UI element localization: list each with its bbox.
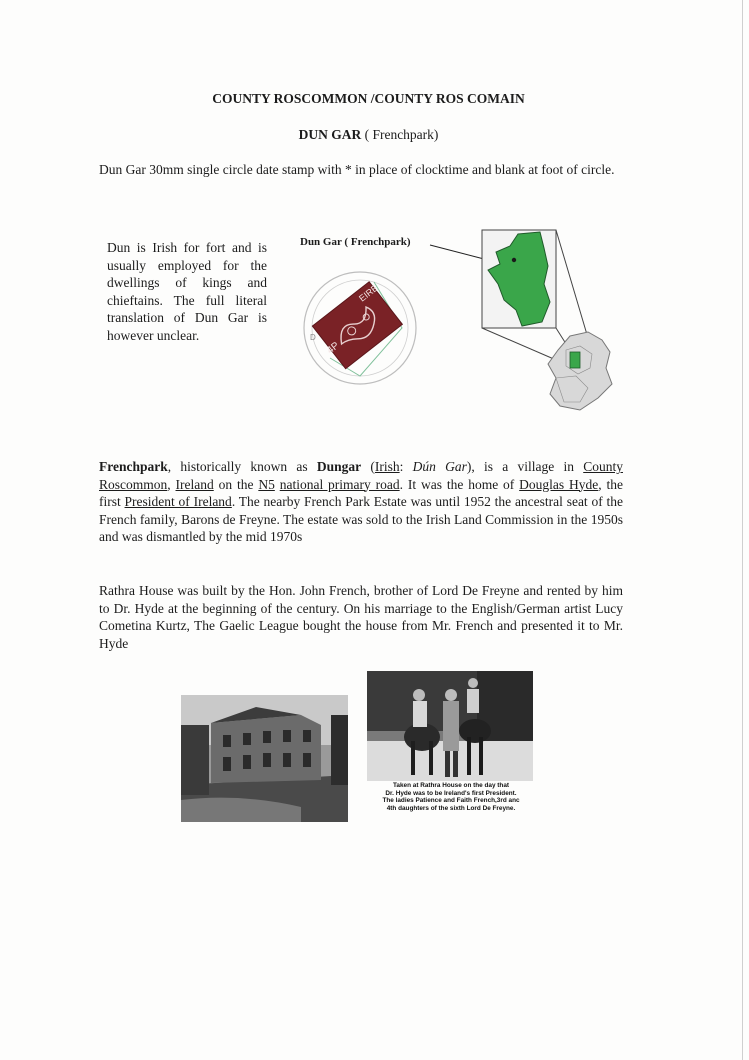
rathra-house-photo — [181, 695, 348, 822]
postmark-stamp-image — [300, 268, 430, 388]
text-run: ), is a village in — [466, 459, 584, 474]
irish-link[interactable]: Irish — [374, 459, 400, 474]
text-run: ( — [361, 459, 375, 474]
irish-name: Dún Gar — [412, 459, 467, 474]
frenchpark-paragraph — [99, 458, 623, 546]
county-roscommon-link[interactable]: County Roscommon — [99, 459, 623, 492]
subtitle-english: ( Frenchpark) — [361, 127, 439, 142]
caption-line: Taken at Rathra House on the day that — [393, 782, 509, 789]
map-label: Dun Gar ( Frenchpark) — [300, 236, 411, 248]
location-map — [420, 226, 620, 416]
page-title: COUNTY ROSCOMMON /COUNTY ROS COMAIN — [212, 91, 525, 106]
caption-line: The ladies Patience and Faith French,3rd anc — [382, 797, 520, 804]
rathra-paragraph: Rathra House was built by the Hon. John French, brother of Lord De Freyne and rented by him to Dr. Hyde at the beginning of the century. On his marriage to the English/German artist Lucy Cometina Kurtz, The Gaelic League bought the house from Mr. French and presented it to Mr. Hyde — [99, 583, 623, 651]
dun-note: Dun is Irish for fort and is usually employed for the dwellings of kings and chieftains. The full literal translation of Dun Gar is however unclear. — [107, 240, 267, 343]
subtitle-place: DUN GAR — [298, 127, 362, 142]
text-run: , historically known as — [167, 459, 317, 474]
n5-link[interactable]: N5 — [258, 476, 275, 492]
dungar-name: Dungar — [316, 459, 362, 474]
national-primary-road-link[interactable]: national primary road — [279, 476, 400, 492]
photo-caption — [368, 782, 534, 812]
douglas-hyde-link[interactable]: Douglas Hyde — [519, 476, 599, 492]
caption-line: 4th daughters of the sixth Lord De Freyne. — [386, 804, 516, 812]
caption-line: Dr. Hyde was to be Ireland's first President. — [385, 789, 517, 797]
rathra-house-group-photo — [367, 671, 533, 781]
stamp-country-text: EIRE — [357, 282, 380, 304]
president-of-ireland-link[interactable]: President of Ireland — [124, 494, 232, 509]
text-run: , — [167, 476, 176, 492]
stamp-description: Dun Gar 30mm single circle date stamp with * in place of clocktime and blank at foot of circle. — [99, 162, 615, 177]
text-run: on the — [213, 476, 259, 492]
text-run: . The nearby French Park Estate was until 1952 the ancestral seat of the French family, Barons de Freyne. The estate was sold to the Irish Land Commission in the 1950s and was dismantled by the mid 1970s — [99, 494, 623, 544]
text-run: , the first — [99, 476, 624, 509]
text-run: . It was the home of — [399, 476, 520, 492]
stamp-value-text: 4P — [325, 340, 342, 357]
page-edge — [742, 0, 743, 1060]
svg-text:D: D — [310, 333, 316, 342]
text-run: : — [399, 459, 413, 474]
page-subtitle — [0, 127, 743, 143]
ireland-link[interactable]: Ireland — [175, 476, 214, 492]
frenchpark-name: Frenchpark — [99, 459, 168, 474]
